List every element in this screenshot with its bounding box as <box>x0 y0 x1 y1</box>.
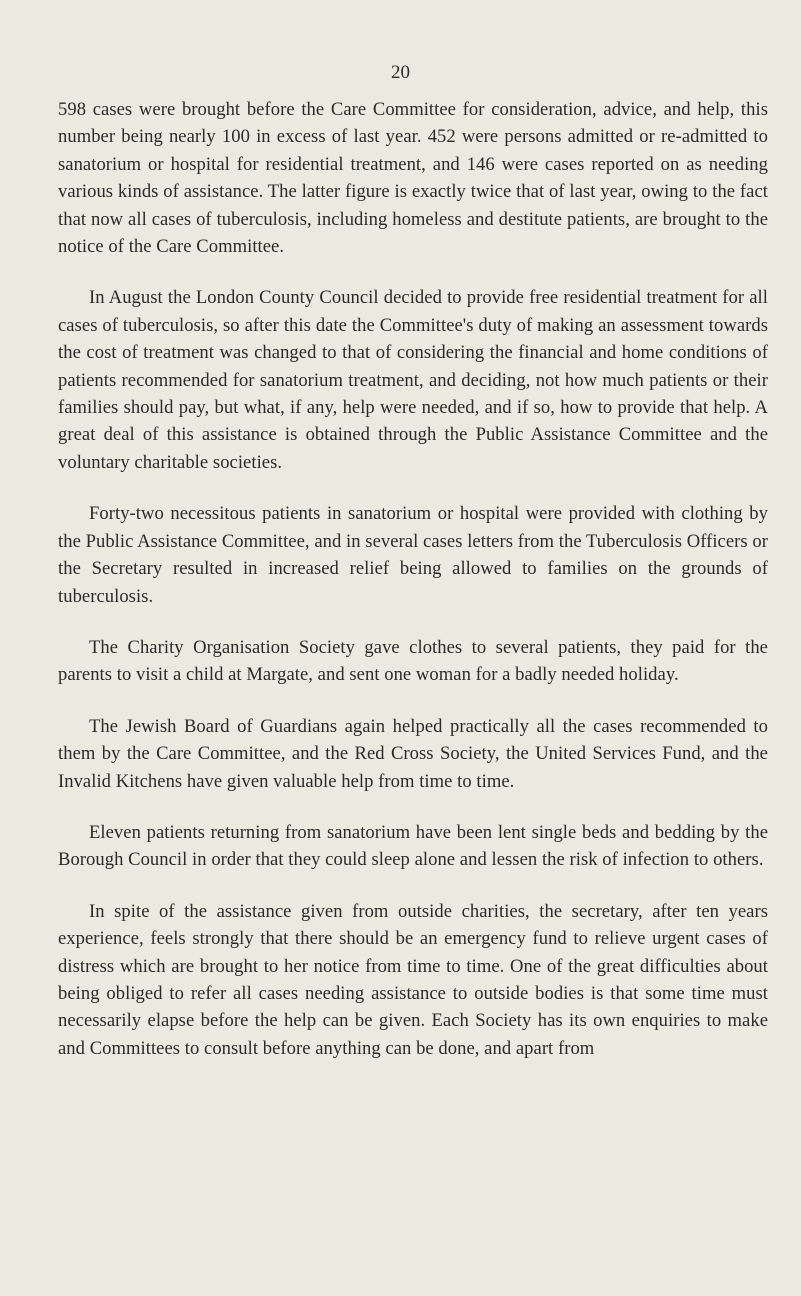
paragraph-clothing-provision: Forty-two necessitous patients in sanatorium or hospital were provided with clothing by the Public Assistance Committee, and in several cases letters from the Tuberculosis Officers or the Secretary resulted in increased relief being allowed to families on the grounds of tuberculosis. <box>58 503 768 607</box>
paragraph-jewish-board-of-guardians: The Jewish Board of Guardians again helped practically all the cases recommended to them by the Care Committee, and the Red Cross Society, the United Services Fund, and the Invalid Kitchens have given valuable help from time to time. <box>58 715 768 792</box>
paragraph-beds-and-bedding: Eleven patients returning from sanatorium have been lent single beds and bedding by the Borough Council in order that they could sleep alone and lessen the risk of infection to others. <box>58 821 768 871</box>
page-number: 20 <box>391 62 410 83</box>
paragraph-care-committee-cases: 598 cases were brought before the Care Committee for consideration, advice, and help, this number being nearly 100 in excess of last year. 452 were persons admitted or re-admitted to sanatorium or hospital for residential treatment, and 146 were cases reported on as needing various kinds of assistance. The latter figure is exactly twice that of last year, owing to the fact that now all cases of tuberculosis, including homeless and destitute patients, are brought to the notice of the Care Committee. <box>58 99 768 258</box>
paragraph-charity-organisation-society: The Charity Organisation Society gave clothes to several patients, they paid for the parents to visit a child at Margate, and sent one woman for a badly needed holiday. <box>58 636 768 686</box>
body-text <box>58 96 768 1062</box>
paragraph-free-residential-treatment: In August the London County Council decided to provide free residential treatment for all cases of tuberculosis, so after this date the Committee's duty of making an assessment towards the cost of treatment was changed to that of considering the financial and home conditions of patients recommended for sanatorium treatment, and deciding, not how much patients or their families should pay, but what, if any, help were needed, and if so, how to provide that help. A great deal of this assistance is obtained through the Public Assistance Committee and the voluntary charitable societies. <box>58 287 768 473</box>
paragraph-emergency-fund: In spite of the assistance given from outside charities, the secretary, after ten years experience, feels strongly that there should be an emergency fund to relieve urgent cases of distress which are brought to her notice from time to time. One of the great difficulties about being obliged to refer all cases needing assistance to outside bodies is that some time must necessarily elapse before the help can be given. Each Society has its own enquiries to make and Committees to consult before anything can be done, and apart from <box>58 900 768 1059</box>
